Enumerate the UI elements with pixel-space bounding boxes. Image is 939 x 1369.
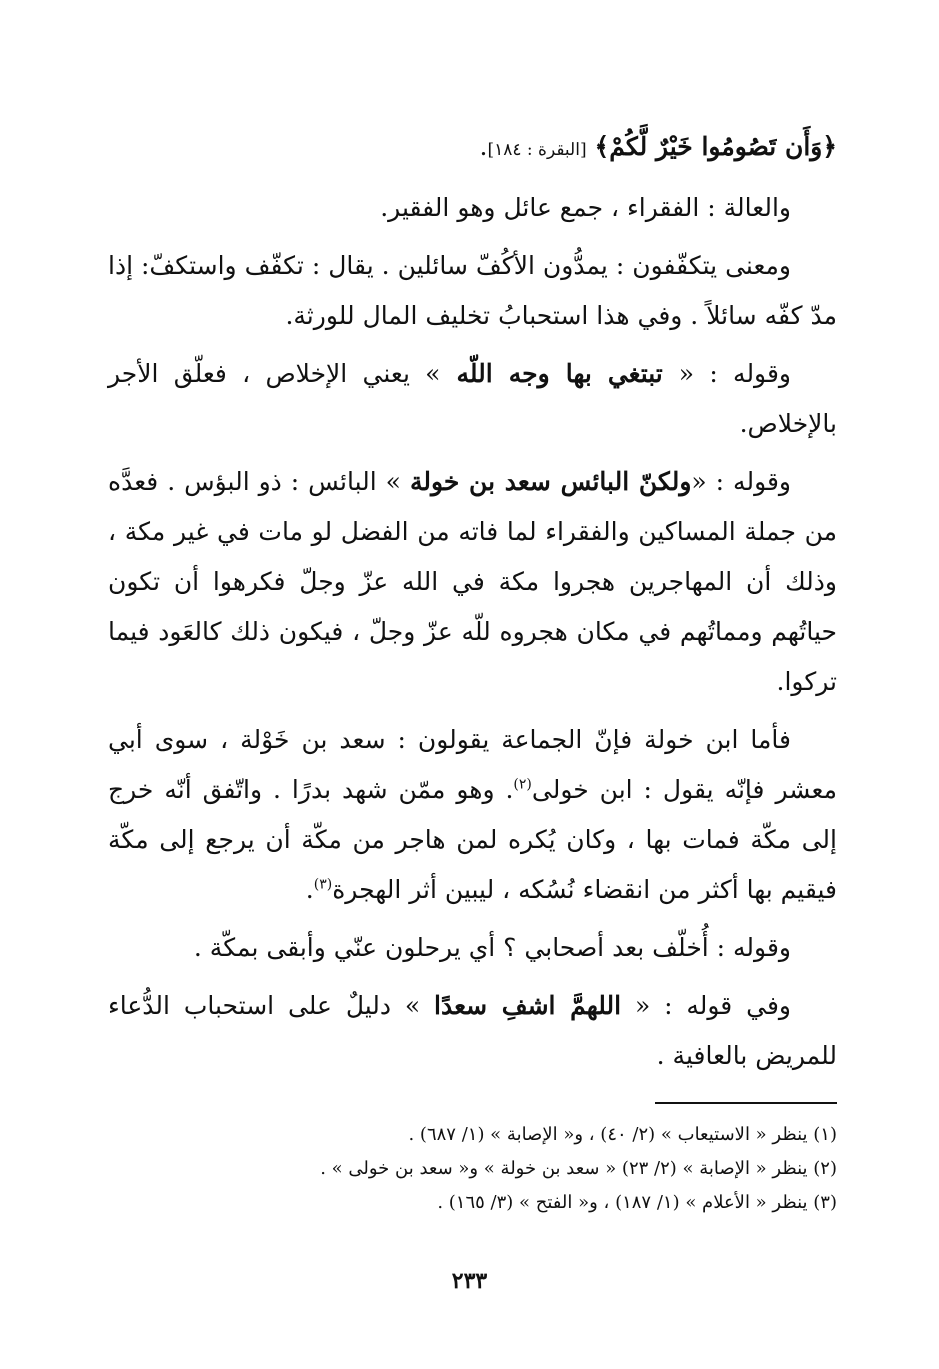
footnote-marker-3: (٣) — [313, 876, 333, 893]
verse-reference: [البقرة : ١٨٤] — [487, 140, 587, 160]
main-text — [108, 122, 837, 1089]
quran-verse: ﴿وَأَن تَصُومُوا خَيْرٌ لَّكُمْ﴾ — [594, 132, 837, 161]
footnotes — [108, 1118, 837, 1220]
p5-text-a: فأما ابن خولة فإنّ الجماعة يقولون : سعد بن خَوْلة ، سوى أبي معشر فإنّه يقول : ابن خولى — [108, 725, 837, 804]
p7-quote: اللهمَّ اشفِ سعدًا — [434, 991, 622, 1020]
p5-text-b: . وهو ممّن شهد بدرًا . واتّفق أنّه خرج إلى مكّة فمات بها ، وكان يُكره لمن هاجر من مكّة أن يرجع إلى مكّة فيقيم بها أكثر من انقضاء نُسُكه ، ليبين أثر الهجرة — [108, 775, 837, 904]
p3-suffix: » يعني الإخلاص ، فعلّق الأجر بالإخلاص. — [108, 359, 837, 438]
paragraph-yatakaffafun: ومعنى يتكفّفون : يمدُّون الأكُفّ سائلين . يقال : تكفّف واستكفّ: إذا مدّ كفّه سائلاً . وفي هذا استحبابُ تخليف المال للورثة. — [108, 251, 837, 330]
footnote-marker-2: (٢) — [513, 776, 532, 793]
paragraph-bais — [108, 457, 837, 707]
footnote-separator — [655, 1102, 837, 1104]
p4-suffix: » البائس : ذو البؤس . فعدَّه من جملة المساكين والفقراء لما فاته من الفضل لو مات في غير مكة ، وذلك أن المهاجرين هجروا مكة في الله عزّ وجلّ فكرهوا أن تكون حياتُهم ومماتُهم في مكان هجروه للّه عزّ وجلّ ، فيكون ذلك كالعَود فيما تركوا. — [108, 467, 837, 696]
p3-prefix: وقوله : « — [678, 359, 792, 388]
verse-end: . — [479, 132, 488, 161]
p7-suffix: » دليلٌ على استحباب الدُّعاء للمريض بالعافية . — [108, 991, 837, 1070]
p7-prefix: وفي قوله : « — [621, 991, 791, 1020]
p5-text-c: . — [305, 875, 314, 904]
page-number: ٢٣٣ — [451, 1268, 488, 1294]
paragraph-aala: والعالة : الفقراء ، جمع عائل وهو الفقير. — [380, 193, 791, 222]
verse-line — [108, 122, 837, 175]
paragraph-dua — [108, 981, 837, 1081]
footnote-1: (١) ينظر « الاستيعاب » (٢/ ٤٠) ، و« الإصابة » (١/ ٦٨٧) . — [408, 1124, 837, 1145]
paragraph-ukhallaf: وقوله : أُخلّف بعد أصحابي ؟ أي يرحلون عنّي وأبقى بمكّة . — [193, 933, 791, 962]
paragraph-ikhlas — [108, 349, 837, 449]
p4-prefix: وقوله : « — [691, 467, 792, 496]
footnote-3: (٣) ينظر « الأعلام » (١/ ١٨٧) ، و« الفتح » (٣/ ١٦٥) . — [437, 1192, 837, 1213]
paragraph-ibn-khawla — [108, 715, 837, 915]
footnote-2: (٢) ينظر « الإصابة » (٢/ ٢٣) « سعد بن خولة » و« سعد بن خولى » . — [320, 1158, 837, 1179]
p3-quote: تبتغي بها وجه اللّه — [440, 359, 679, 388]
p4-quote: ولكنّ البائس سعد بن خولة — [409, 467, 692, 496]
